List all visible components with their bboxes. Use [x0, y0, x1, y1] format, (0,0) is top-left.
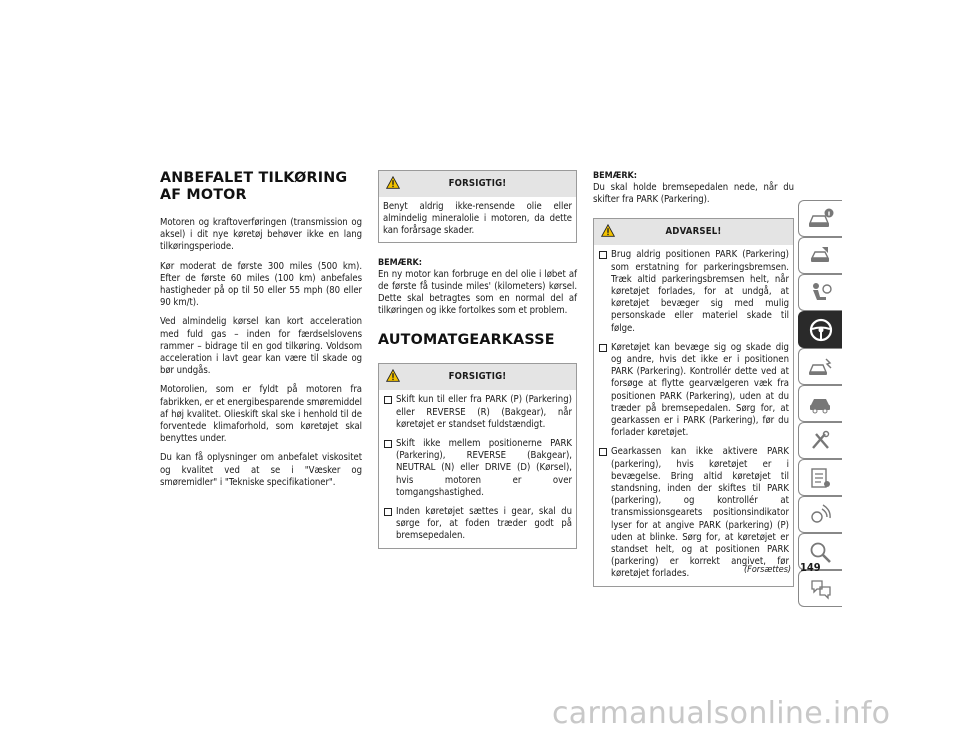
- caution-title: FORSIGTIG!: [448, 371, 507, 383]
- checkbox-bullet-icon: [599, 344, 607, 352]
- warning-box-park: [593, 218, 794, 586]
- side-tab-airbag-seat[interactable]: [798, 274, 842, 311]
- steering-wheel-icon: [808, 318, 834, 342]
- watermark: carmanualsonline.info: [552, 696, 891, 731]
- list-item-text: Gearkassen kan ikke aktivere PARK (parkering), hvis køretøjet er i bevægelse. Bring altid køretøjet til standsning, inden der skiftes til PARK (parkering), og kontrollér at transmissionsgearets positionsindikator lyser for at angive PARK (parkering) (P) uden at blinke. Sørg for, at køretøjet er standset helt, og at positionen PARK (parkering) er korrekt angivet, før køretøjet forlades.: [611, 446, 789, 580]
- note-text: En ny motor kan forbruge en del olie i løbet af de første få tusinde miles' (kilometers) kørsel. Dette skal betragtes som en normal del af tilkøringen og ikke fortolkes som et problem.: [378, 268, 577, 317]
- maintenance-tools-icon: [808, 429, 834, 453]
- side-tab-specifications[interactable]: [798, 459, 842, 496]
- caution-text: Benyt aldrig ikke-rensende olie eller almindelig mineralolie i motoren, da dette kan forårsage skader.: [383, 201, 572, 237]
- list-item-text: Skift ikke mellem positionerne PARK (Parkering), REVERSE (Bakgear), NEUTRAL (N) eller DRIVE (D) (Kørsel), hvis motoren er over tomgangshastighed.: [396, 438, 572, 498]
- column-middle: [378, 170, 577, 549]
- note-label: BEMÆRK:: [378, 257, 422, 268]
- section-heading-automatic-transmission: AUTOMATGEARKASSE: [378, 332, 555, 349]
- list-item: [598, 342, 789, 440]
- side-tab-car-crash[interactable]: [798, 348, 842, 385]
- section-heading-engine-break-in: ANBEFALET TILKØRING AF MOTOR: [160, 170, 348, 203]
- list-item-text: Inden køretøjet sættes i gear, skal du sørge for, at foden træder godt på bremsepedalen.: [396, 506, 572, 542]
- language-icon: [808, 577, 834, 601]
- paragraph: Motorolien, som er fyldt på motoren fra fabrikken, er et energibesparende smøremiddel af høj kvalitet. Olieskift skal ske i henhold til de forventede klimaforhold, som køretøjet skal benyttes under.: [160, 384, 362, 445]
- warning-list: [598, 249, 792, 580]
- checkbox-bullet-icon: [384, 508, 392, 516]
- side-tab-starting-driving[interactable]: [798, 311, 842, 348]
- list-item-text: Køretøjet kan bevæge sig og skade dig og andre, hvis det ikke er i positionen PARK (Parkering). Kontrollér dette ved at forsøge at flytte gearvælgeren væk fra positionen PARK (Parkering), uden at du træder på bremsepedalen. Sørg for, at gearkassen er i PARK (Parkering), før du forlader køretøjet.: [611, 341, 789, 439]
- side-tab-car-service[interactable]: [798, 385, 842, 422]
- side-tab-car-info[interactable]: [798, 200, 842, 237]
- side-tab-language[interactable]: [798, 570, 842, 607]
- paragraph: Kør moderat de første 300 miles (500 km). Efter de første 60 miles (100 km) anbefales hastigheder på op til 50 eller 55 mph (80 eller 90 km/t).: [160, 260, 362, 309]
- specifications-list-icon: [808, 466, 834, 490]
- car-crash-icon: [808, 355, 834, 379]
- paragraph: Motoren og kraftoverføringen (transmission og aksel) i dit nye køretøj behøver ikke en lang tilkøringsperiode.: [160, 217, 362, 253]
- paragraph: Ved almindelig kørsel kan kort acceleration med fuld gas – inden for færdselslovens rammer – bidrage til en god tilkøring. Voldsom acceleration i lavt gear kan være til skade og bør undgås.: [160, 316, 362, 377]
- warning-title: ADVARSEL!: [665, 226, 722, 238]
- list-item: [383, 438, 572, 499]
- caution-box-header: [379, 364, 576, 390]
- list-item-text: Brug aldrig positionen PARK (Parkering) som erstatning for parkeringsbremsen. Træk altid parkeringsbremsen helt, når køretøjet forlades, for at undgå, at køretøjet bevæger sig med mulig personskade eller materiel skade til følge.: [611, 249, 789, 334]
- list-item: [598, 249, 789, 334]
- caution-box-header: [379, 171, 576, 197]
- checkbox-bullet-icon: [599, 448, 607, 456]
- list-item: [383, 394, 572, 431]
- note-text: Du skal holde bremsepedalen nede, når du skifter fra PARK (Parkering).: [593, 182, 794, 206]
- warning-box-header: [594, 219, 793, 245]
- airbag-seat-icon: [808, 281, 834, 305]
- car-info-icon: [808, 207, 834, 231]
- list-item: [598, 446, 792, 580]
- caution-box-oil: [378, 170, 577, 243]
- column-left: [160, 170, 362, 496]
- multimedia-icon: [808, 503, 834, 527]
- caution-list: [383, 394, 572, 542]
- caution-title: FORSIGTIG!: [448, 178, 507, 189]
- safety-check-icon: [808, 244, 834, 268]
- checkbox-bullet-icon: [599, 251, 607, 259]
- paragraph: Du kan få oplysninger om anbefalet viskositet og kvalitet ved at se i "Væsker og smøremidler" i "Tekniske specifikationer".: [160, 452, 362, 488]
- list-item-text: Skift kun til eller fra PARK (P) (Parkering) eller REVERSE (R) (Bakgear), når køretøjet er standset fuldstændigt.: [396, 394, 572, 430]
- caution-box-transmission: [378, 363, 577, 548]
- car-service-icon: [808, 392, 834, 416]
- note-label: BEMÆRK:: [593, 171, 637, 181]
- column-right: [593, 170, 794, 587]
- continued-label: (Forsættes): [744, 565, 792, 575]
- side-tab-safety-check[interactable]: [798, 237, 842, 274]
- side-tab-multimedia[interactable]: [798, 496, 842, 533]
- list-item: [383, 506, 572, 543]
- side-tab-maintenance[interactable]: [798, 422, 842, 459]
- page-number: 149: [800, 561, 821, 574]
- checkbox-bullet-icon: [384, 440, 392, 448]
- checkbox-bullet-icon: [384, 396, 392, 404]
